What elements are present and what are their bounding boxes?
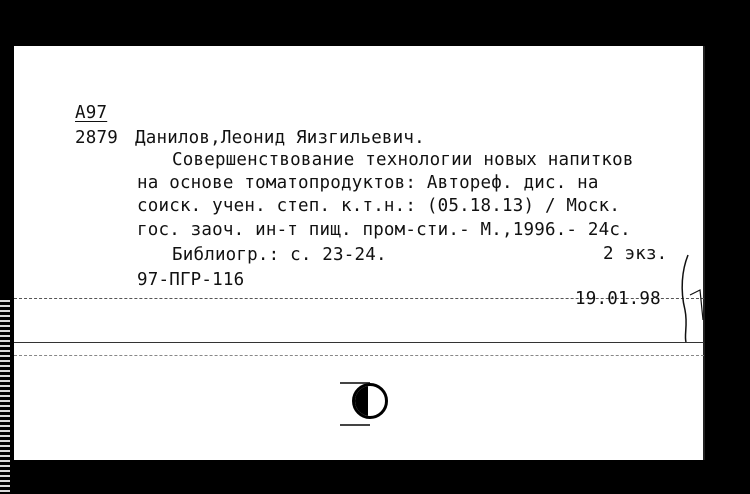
bibliography-note: Библиогр.: с. 23-24. xyxy=(172,245,387,265)
record-code: 97-ПГР-116 xyxy=(137,270,245,290)
title-line-3: соиск. учен. степ. к.т.н.: (05.18.13) / Моск. xyxy=(137,196,621,216)
card-date: 19.01.98 xyxy=(575,289,661,309)
title-line-2: на основе томатопродуктов: Автореф. дис. на xyxy=(137,173,599,193)
pencil-mark-icon xyxy=(670,250,705,345)
punch-hole-icon xyxy=(352,383,388,419)
entry-number: 2879 xyxy=(75,128,118,148)
faint-rule xyxy=(14,355,704,356)
scan-edge-noise xyxy=(0,300,10,494)
copies-count: 2 экз. xyxy=(603,244,668,264)
card-fold-line xyxy=(14,342,704,343)
title-line-4: гос. заоч. ин-т пищ. пром-сти.- М.,1996.- 24с. xyxy=(137,220,631,240)
title-line-1: Совершенствование технологии новых напитков xyxy=(172,150,634,170)
author-name: Данилов,Леонид Яизгильевич. xyxy=(135,128,425,148)
shelf-mark: А97 xyxy=(75,103,108,123)
